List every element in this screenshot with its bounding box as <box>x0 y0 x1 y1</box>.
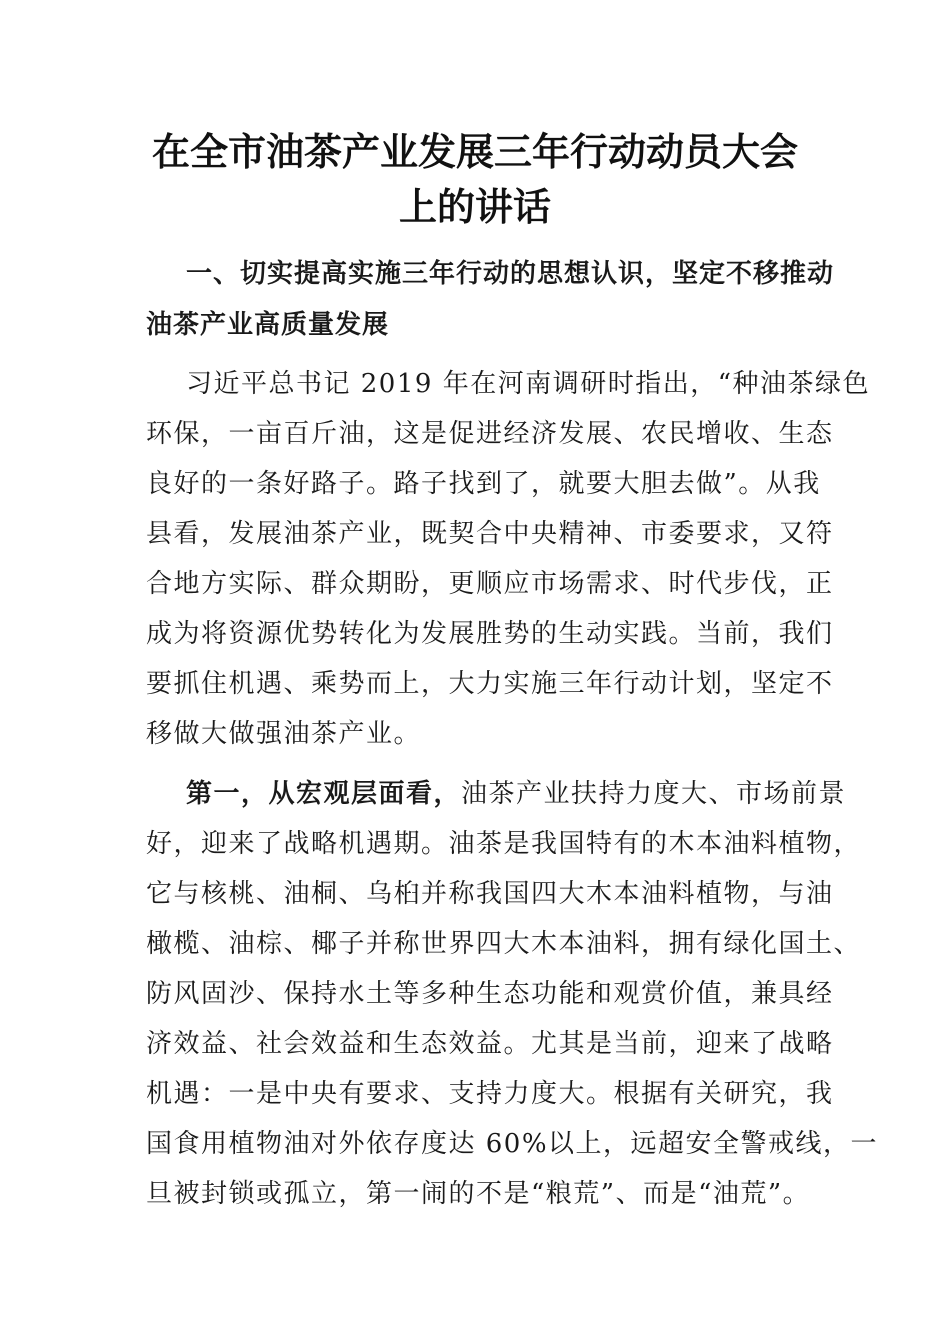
paragraph-lead-bold: 第一，从宏观层面看， <box>186 779 462 809</box>
paragraph-line: 橄榄、油棕、椰子并称世界四大木本油料，拥有绿化国土、 <box>146 929 862 959</box>
paragraph-line: 济效益、社会效益和生态效益。尤其是当前，迎来了战略 <box>146 1029 834 1059</box>
paragraph-line: 它与核桃、油桐、乌桕并称我国四大木本油料植物，与油 <box>146 879 834 909</box>
paragraph-line: 合地方实际、群众期盼，更顺应市场需求、时代步伐，正 <box>146 569 834 599</box>
paragraph-line: 成为将资源优势转化为发展胜势的生动实践。当前，我们 <box>146 619 834 649</box>
paragraph-line: 好，迎来了战略机遇期。油茶是我国特有的木本油料植物， <box>146 829 862 859</box>
paragraph-line: 防风固沙、保持水土等多种生态功能和观赏价值，兼具经 <box>146 979 834 1009</box>
paragraph-line: 要抓住机遇、乘势而上，大力实施三年行动计划，坚定不 <box>146 669 834 699</box>
paragraph-line: 习近平总书记 2019 年在河南调研时指出，“种油茶绿色 <box>186 369 870 399</box>
paragraph-line <box>186 777 856 811</box>
paragraph-line: 移做大做强油茶产业。 <box>146 719 422 749</box>
document-title: 在全市油茶产业发展三年行动动员大会上的讲话 <box>151 129 798 229</box>
paragraph-line: 良好的一条好路子。路子找到了，就要大胆去做”。从我 <box>146 469 821 499</box>
section-heading-line-2: 油茶产业高质量发展 <box>146 310 390 340</box>
paragraph-line: 机遇：一是中央有要求、支持力度大。根据有关研究，我 <box>146 1079 834 1109</box>
paragraph-line-text: 油茶产业扶持力度大、市场前景 <box>461 779 847 809</box>
section-heading-line-1: 一、切实提高实施三年行动的思想认识，坚定不移推动 <box>186 259 835 289</box>
paragraph-line: 旦被封锁或孤立，第一闹的不是“粮荒”、而是“油荒”。 <box>146 1179 811 1209</box>
paragraph-line: 环保，一亩百斤油，这是促进经济发展、农民增收、生态 <box>146 419 834 449</box>
paragraph-line: 国食用植物油对外依存度达 60%以上，远超安全警戒线，一 <box>146 1129 879 1159</box>
paragraph-line: 县看，发展油茶产业，既契合中央精神、市委要求，又符 <box>146 519 834 549</box>
